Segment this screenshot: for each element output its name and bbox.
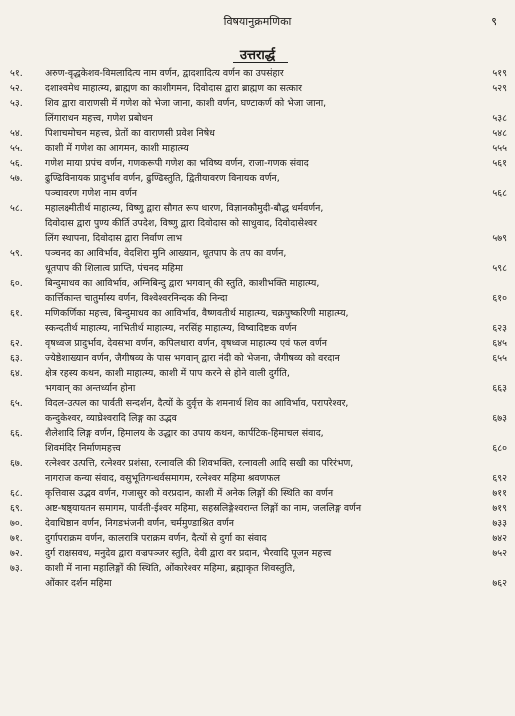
header-title: विषयानुक्रमणिका xyxy=(223,15,292,28)
entry-description xyxy=(45,126,455,141)
entry-page-number: ५५५ xyxy=(492,143,507,154)
contents-entry xyxy=(10,336,507,351)
entry-line: शिव द्वारा वाराणसी में गणेश को भेजा जाना, काशी वर्णन, घण्टाकर्ण को भेजा जाना, xyxy=(45,98,327,109)
entry-line: ज्येष्ठेशाख्यान वर्णन, जैगीषव्य के पास भगवान् द्वारा नंदी को भेजना, जैगीषव्य को वरदान xyxy=(45,353,340,364)
entry-number: ६४. xyxy=(10,368,23,379)
entry-number: ५८. xyxy=(10,203,23,214)
entry-number: ६५. xyxy=(10,398,23,409)
contents-entry xyxy=(10,81,507,96)
entry-description xyxy=(45,141,455,156)
entry-number: ७३. xyxy=(10,563,23,574)
contents-entry xyxy=(10,66,507,81)
entry-page-number: ५२९ xyxy=(492,83,507,94)
entry-number: ५२. xyxy=(10,83,23,94)
entry-number: ५५. xyxy=(10,143,23,154)
contents-entry xyxy=(10,156,507,171)
contents-entry xyxy=(10,366,507,396)
contents-list xyxy=(10,66,507,591)
entry-page-number: ५९८ xyxy=(492,263,507,274)
entry-description xyxy=(45,501,455,516)
entry-page-number: ५६१ xyxy=(492,158,507,169)
entry-description xyxy=(45,531,455,546)
contents-entry xyxy=(10,531,507,546)
entry-description xyxy=(45,201,455,246)
entry-number: ६९. xyxy=(10,503,23,514)
entry-line: कन्दुकेश्वर, व्याघ्रेश्वरादि लिङ्ग का उद्भव xyxy=(45,413,177,424)
entry-page-number: ६८० xyxy=(492,443,507,454)
entry-line: अरुण-वृद्धकेशव-विमलादित्य नाम वर्णन, द्वादशादित्य वर्णन का उपसंहार xyxy=(45,68,284,79)
section-title-underline xyxy=(233,62,288,63)
entry-page-number: ५४८ xyxy=(492,128,507,139)
entry-description xyxy=(45,276,455,306)
entry-page-number: ६१० xyxy=(492,293,507,304)
entry-line: अष्ट-षष्ठ्यायतन समागम, पार्वती-ईश्वर महिमा, सहस्रलिङ्गेश्वरान्त लिङ्गों का नाम, जललिङ्ग वर्णन xyxy=(45,503,362,514)
contents-entry xyxy=(10,501,507,516)
entry-line: कार्त्तिकान्त चातुर्मास्य वर्णन, विश्वेश्वरनिन्दक की निन्दा xyxy=(45,293,228,304)
entry-line: काशी में नाना महालिङ्गों की स्थिति, ओंकारेश्वर महिमा, ब्रह्माकृत शिवस्तुति, xyxy=(45,563,296,574)
entry-number: ५६. xyxy=(10,158,23,169)
page-header xyxy=(0,14,515,32)
entry-line: बिन्दुमाधव का आविर्भाव, अग्निबिन्दु द्वारा भगवान् की स्तुति, काशीभक्ति माहात्म्य, xyxy=(45,278,320,289)
entry-line: स्कन्दतीर्थ माहात्म्य, नाभितीर्थ माहात्म्य, नरसिंह माहात्म्य, विष्वादिष्टक वर्णन xyxy=(45,323,297,334)
entry-line: लिंगाराधन महत्त्व, गणेश प्रबोधन xyxy=(45,113,153,124)
entry-description xyxy=(45,366,455,396)
entry-description xyxy=(45,96,455,126)
entry-page-number: ६२३ xyxy=(492,323,507,334)
entry-description xyxy=(45,246,455,276)
entry-line: कृत्तिवास उद्भव वर्णन, गजासुर को वरप्रदान, काशी में अनेक लिङ्गों की स्थिति का वर्णन xyxy=(45,488,334,499)
entry-page-number: ७१९ xyxy=(492,503,507,514)
entry-line: रत्नेश्वर उत्पत्ति, रत्नेश्वर प्रशंसा, रत्नावलि की शिवभक्ति, रत्नावली आदि सखी का परिरंभण, xyxy=(45,458,354,469)
contents-entry xyxy=(10,306,507,336)
entry-number: ७०. xyxy=(10,518,23,529)
entry-page-number: ५६८ xyxy=(492,188,507,199)
entry-description xyxy=(45,516,455,531)
section-title: उत्तरार्द्ध xyxy=(239,48,276,63)
entry-page-number: ५३८ xyxy=(492,113,507,124)
contents-entry xyxy=(10,276,507,306)
entry-line: शैलेशादि लिङ्ग वर्णन, हिमालय के उद्धार का उपाय कथन, कार्पटिक-हिमाचल संवाद, xyxy=(45,428,324,439)
contents-entry xyxy=(10,561,507,591)
entry-description xyxy=(45,66,455,81)
entry-page-number: ६४५ xyxy=(492,338,507,349)
entry-line: काशी में गणेश का आगमन, काशी माहात्म्य xyxy=(45,143,189,154)
entry-number: ५७. xyxy=(10,173,23,184)
entry-line: महालक्ष्मीतीर्थ माहात्म्य, विष्णु द्वारा सौगत रूप धारण, विज्ञानकौमुदी-बौद्ध धर्मवर्णन, xyxy=(45,203,324,214)
entry-page-number: ७४२ xyxy=(492,533,507,544)
entry-description xyxy=(45,456,455,486)
entry-number: ६२. xyxy=(10,338,23,349)
entry-line: भगवान् का अन्तर्ध्यान होना xyxy=(45,383,136,394)
entry-line: दिवोदास द्वारा पुण्य कीर्ति उपदेश, विष्णु द्वारा दिवोदास को साधुवाद, दिवोदासेश्वर xyxy=(45,218,317,229)
entry-page-number: ६७३ xyxy=(492,413,507,424)
entry-line: वृषध्वज प्रादुर्भाव, देवसभा वर्णन, कपिलधारा वर्णन, वृषध्वज माहात्म्य एवं फल वर्णन xyxy=(45,338,327,349)
entry-page-number: ७६२ xyxy=(492,578,507,589)
entry-number: ५४. xyxy=(10,128,23,139)
entry-number: ६०. xyxy=(10,278,23,289)
entry-number: ६६. xyxy=(10,428,23,439)
contents-entry xyxy=(10,351,507,366)
contents-entry xyxy=(10,546,507,561)
entry-page-number: ५१९ xyxy=(492,68,507,79)
entry-line: शिवमंदिर निर्माणमहत्त्व xyxy=(45,443,121,454)
entry-number: ६८. xyxy=(10,488,23,499)
entry-line: ढुण्ढिविनायक प्रादुर्भाव वर्णन, ढुण्ढिस्तुति, द्वितीयावरण विनायक वर्णन, xyxy=(45,173,280,184)
contents-entry xyxy=(10,201,507,246)
header-page-number: ९ xyxy=(491,15,497,28)
entry-number: ७१. xyxy=(10,533,23,544)
contents-entry xyxy=(10,516,507,531)
entry-description xyxy=(45,396,455,426)
contents-entry xyxy=(10,456,507,486)
entry-line: लिंग स्थापना, दिवोदास द्वारा निर्वाण लाभ xyxy=(45,233,183,244)
entry-description xyxy=(45,81,455,96)
entry-line: पिशाचमोचन महत्त्व, प्रेतों का वाराणसी प्रवेश निषेध xyxy=(45,128,215,139)
entry-description xyxy=(45,546,455,561)
entry-line: दुर्गापराक्रम वर्णन, कालरात्रि पराक्रम वर्णन, दैत्यों से दुर्गा का संवाद xyxy=(45,533,267,544)
entry-page-number: ६६३ xyxy=(492,383,507,394)
entry-number: ६३. xyxy=(10,353,23,364)
contents-entry xyxy=(10,396,507,426)
entry-description xyxy=(45,561,455,591)
contents-entry xyxy=(10,171,507,201)
entry-line: पञ्चनद का आविर्भाव, वेदशिरा मुनि आख्यान, धूतपाप के तप का वर्णन, xyxy=(45,248,287,259)
entry-number: ७२. xyxy=(10,548,23,559)
entry-line: गणेश माया प्रपंच वर्णन, गणकरूपी गणेश का भविष्य वर्णन, राजा-गणक संवाद xyxy=(45,158,309,169)
entry-line: देवाधिष्ठान वर्णन, निगडभंजनी वर्णन, चर्ममुण्डाश्रित वर्णन xyxy=(45,518,234,529)
entry-description xyxy=(45,171,455,201)
entry-number: ५९. xyxy=(10,248,23,259)
entry-number: ५१. xyxy=(10,68,23,79)
entry-line: धूतपाप की शिलात्व प्राप्ति, पंचनद महिमा xyxy=(45,263,183,274)
entry-page-number: ६९२ xyxy=(492,473,507,484)
entry-page-number: ७३३ xyxy=(492,518,507,529)
entry-page-number: ७५२ xyxy=(492,548,507,559)
entry-line: मणिकर्णिका महत्त्व, बिन्दुमाधव का आविर्भाव, वैष्णवतीर्थ माहात्म्य, चक्रपुष्करिणी माहात्म्य, xyxy=(45,308,349,319)
entry-page-number: ६५५ xyxy=(492,353,507,364)
entry-description xyxy=(45,351,455,366)
entry-line: नागराज कन्या संवाद, वसुभूतिगन्धर्वसमागम, रत्नेश्वर महिमा श्रवणफल xyxy=(45,473,280,484)
entry-description xyxy=(45,306,455,336)
contents-entry xyxy=(10,96,507,126)
entry-number: ५३. xyxy=(10,98,23,109)
entry-line: क्षेत्र रहस्य कथन, काशी माहात्म्य, काशी में पाप करने से होने वाली दुर्गति, xyxy=(45,368,290,379)
contents-entry xyxy=(10,426,507,456)
entry-page-number: ७११ xyxy=(492,488,507,499)
entry-number: ६१. xyxy=(10,308,23,319)
contents-entry xyxy=(10,486,507,501)
entry-description xyxy=(45,486,455,501)
entry-description xyxy=(45,156,455,171)
contents-entry xyxy=(10,126,507,141)
entry-line: पञ्चावरण गणेश नाम वर्णन xyxy=(45,188,137,199)
entry-number: ६७. xyxy=(10,458,23,469)
contents-entry xyxy=(10,246,507,276)
entry-description xyxy=(45,336,455,351)
entry-description xyxy=(45,426,455,456)
entry-line: ओंकार दर्शन महिमा xyxy=(45,578,112,589)
contents-entry xyxy=(10,141,507,156)
entry-line: दुर्ग राक्षसवध, मनुदेव द्वारा वज्रपञ्जर स्तुति, देवी द्वारा वर प्रदान, भैरवादि पूजन महत्त्व xyxy=(45,548,332,559)
entry-page-number: ५७९ xyxy=(492,233,507,244)
entry-line: दशाश्वमेध माहात्म्य, ब्राह्मण का काशीगमन, दिवोदास द्वारा ब्राह्मण का सत्कार xyxy=(45,83,302,94)
entry-line: विदल-उत्पल का पार्वती सन्दर्शन, दैत्यों के दुर्वृत्त के शमनार्थ शिव का आविर्भाव, परापरेश्वर, xyxy=(45,398,349,409)
